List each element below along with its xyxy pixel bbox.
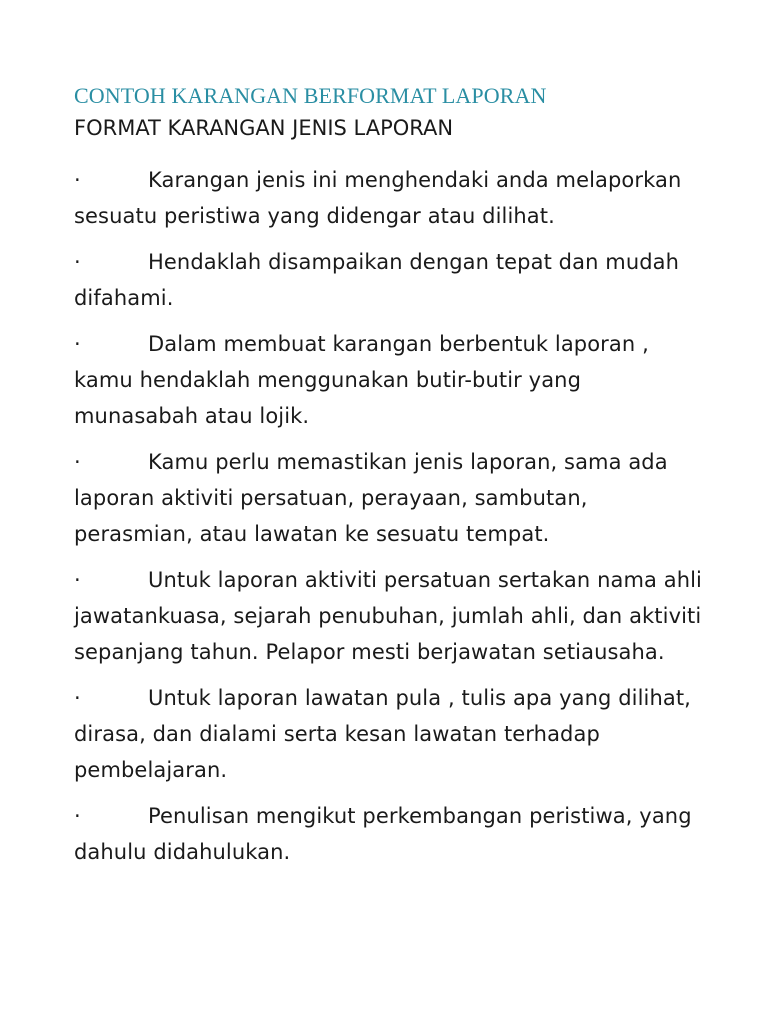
list-item (74, 326, 704, 434)
list-item (74, 562, 704, 670)
list-item (74, 244, 704, 316)
bullet-list (74, 162, 708, 870)
bullet-mark: · (74, 332, 81, 356)
document-title: CONTOH KARANGAN BERFORMAT LAPORAN (74, 83, 547, 108)
bullet-mark: · (74, 686, 81, 710)
list-item (74, 680, 704, 788)
list-item-text: Untuk laporan lawatan pula , tulis apa yang dilihat, dirasa, dan dialami serta kesan lawatan terhadap pembelajaran. (74, 686, 691, 782)
list-item (74, 798, 704, 870)
list-item-text: Untuk laporan aktiviti persatuan sertakan nama ahli jawatankuasa, sejarah penubuhan, jumlah ahli, dan aktiviti sepanjang tahun. Pelapor mesti berjawatan setiausaha. (74, 568, 702, 664)
list-item-text: Karangan jenis ini menghendaki anda melaporkan sesuatu peristiwa yang didengar atau dilihat. (74, 168, 682, 228)
list-item-text: Kamu perlu memastikan jenis laporan, sama ada laporan aktiviti persatuan, perayaan, sambutan, perasmian, atau lawatan ke sesuatu tempat. (74, 450, 668, 546)
list-item (74, 162, 704, 234)
bullet-mark: · (74, 568, 81, 592)
list-item-text: Hendaklah disampaikan dengan tepat dan mudah difahami. (74, 250, 680, 310)
document-subtitle: FORMAT KARANGAN JENIS LAPORAN (74, 116, 454, 140)
list-item-text: Dalam membuat karangan berbentuk laporan , kamu hendaklah menggunakan butir-butir yang munasabah atau lojik. (74, 332, 649, 428)
bullet-mark: · (74, 168, 81, 192)
list-item-text: Penulisan mengikut perkembangan peristiwa, yang dahulu didahulukan. (74, 804, 692, 864)
bullet-mark: · (74, 250, 81, 274)
bullet-mark: · (74, 450, 81, 474)
bullet-mark: · (74, 804, 81, 828)
list-item (74, 444, 704, 552)
